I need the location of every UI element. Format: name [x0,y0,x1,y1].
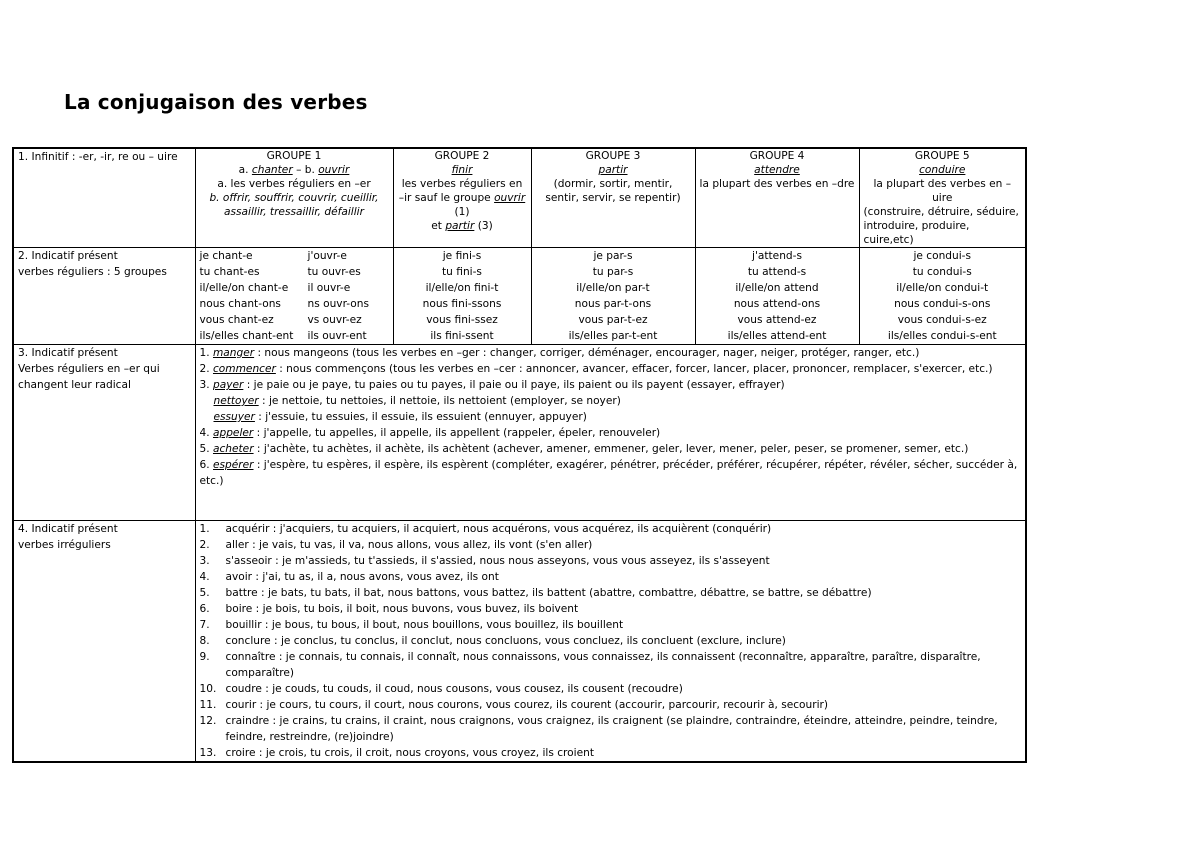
row-stem-changing [13,345,1026,521]
group4-header-cell: GROUPE 4 attendre la plupart des verbes en –dre [695,148,859,248]
group5-title: GROUPE 5 [914,150,970,162]
irregular-verb-item: 2. aller : je vais, tu vas, il va, nous allons, vous allez, ils vont (s'en aller) [199,539,593,551]
group2-header-cell: GROUPE 2 finir les verbes réguliers en –ir sauf le groupe ouvrir (1) et partir (3) [393,148,531,248]
group4-title: GROUPE 4 [749,150,805,162]
row-infinitif [13,148,1026,248]
stem-changing-list [195,345,1026,521]
row1-label: 1. Infinitif : -er, -ir, re ou – uire [13,148,195,248]
group1-header-cell: GROUPE 1 a. chanter – b. ouvrir a. les verbes réguliers en –er b. offrir, souffrir, couvrir, cueillir, assaillir, tressaillir, défaillir [195,148,393,248]
irregular-verb-item: 3. s'asseoir : je m'assieds, tu t'assieds, il s'assied, nous nous asseyons, vous vous asseyez, ils s'asseyent [199,555,770,567]
group1-conjugation: je chant-e j'ouvr-e tu chant-es tu ouvr-es il/elle/on chant-e il ouvr-e nous chant-ons ns ouvr-ons vous chant-ez vs ouvr-ez ils/elles chant-ent ils ouvr-ent [195,248,393,345]
verb-ouvrir: ouvrir [318,164,350,176]
irregular-verbs-list [195,521,1026,763]
verb-example: nettoyer [213,395,259,407]
stem-rule-item: 6. espérer : j'espère, tu espères, il espère, ils espèrent (compléter, exagérer, pénétrer, précéder, préférer, récupérer, répéter, révéler, sécher, succéder à, etc.) [199,459,1018,487]
verb-example: appeler [212,427,254,439]
stem-rule-item: 5. acheter : j'achète, tu achètes, il achète, ils achètent (achever, amener, emmener, geler, lever, mener, peler, peser, se promener, semer, etc.) [199,443,969,455]
row4-label: 4. Indicatif présent verbes irréguliers [13,521,195,763]
page-title: La conjugaison des verbes [64,90,368,114]
verb-finir: finir [451,164,473,176]
irregular-verb-item: 6. boire : je bois, tu bois, il boit, nous buvons, vous buvez, ils boivent [199,603,579,615]
stem-rule-item: 1. manger : nous mangeons (tous les verbes en –ger : changer, corriger, déménager, encourager, nager, neiger, protéger, ranger, etc.) [199,347,920,359]
row3-label: 3. Indicatif présent Verbes réguliers en –er qui changent leur radical [13,345,195,521]
irregular-verb-item: 13. croire : je crois, tu crois, il croit, nous croyons, vous croyez, ils croient [199,747,594,759]
irregular-verb-item: 12. craindre : je crains, tu crains, il craint, nous craignons, vous craignez, ils craignent (se plaindre, contraindre, éteindre, atteindre, peindre, teindre, feindre, restreindre, (re)joindre) [199,715,998,743]
verb-conduire: conduire [919,164,966,176]
stem-rule-item: 2. commencer : nous commençons (tous les verbes en –cer : annoncer, avancer, effacer, forcer, lancer, placer, prononcer, remplacer, s'exercer, etc.) [199,363,993,375]
group3-header-cell: GROUPE 3 partir (dormir, sortir, mentir, sentir, servir, se repentir) [531,148,695,248]
irregular-verb-item: 1. acquérir : j'acquiers, tu acquiers, il acquiert, nous acquérons, vous acquérez, ils acquièrent (conquérir) [199,523,772,535]
verb-example: acheter [212,443,254,455]
verb-chanter: chanter [251,164,293,176]
group5-header-cell: GROUPE 5 conduire la plupart des verbes en –uire (construire, détruire, séduire, introduire, produire, cuire,etc) [859,148,1026,248]
row2-label: 2. Indicatif présent verbes réguliers : 5 groupes [13,248,195,345]
row-present-regular [13,248,1026,345]
irregular-verb-item: 7. bouillir : je bous, tu bous, il bout, nous bouillons, vous bouillez, ils bouillent [199,619,624,631]
stem-rule-item: 3. payer : je paie ou je paye, tu paies ou tu payes, il paie ou il paye, ils paient ou ils payent (essayer, effrayer) [199,379,785,391]
irregular-verb-item: 8. conclure : je conclus, tu conclus, il conclut, nous concluons, vous concluez, ils concluent (exclure, inclure) [199,635,786,647]
stem-rule-item: nettoyer : je nettoie, tu nettoies, il nettoie, ils nettoient (employer, se noyer) [213,395,621,407]
group4-conjugation: j'attend-s tu attend-s il/elle/on attend nous attend-ons vous attend-ez ils/elles attend-ent [695,248,859,345]
verb-example: manger [212,347,255,359]
irregular-verb-item: 5. battre : je bats, tu bats, il bat, nous battons, vous battez, ils battent (abattre, combattre, débattre, se battre, se débattre) [199,587,872,599]
irregular-verb-item: 9. connaître : je connais, tu connais, il connaît, nous connaissons, vous connaissez, ils connaissent (reconnaître, apparaître, paraître, disparaître, comparaître) [199,651,981,679]
group3-title: GROUPE 3 [585,150,641,162]
group2-title: GROUPE 2 [434,150,490,162]
verb-example: espérer [212,459,254,471]
stem-rule-item: 4. appeler : j'appelle, tu appelles, il appelle, ils appellent (rappeler, épeler, renouveler) [199,427,661,439]
stem-rule-item: essuyer : j'essuie, tu essuies, il essuie, ils essuient (ennuyer, appuyer) [213,411,587,423]
group5-conjugation: je condui-s tu condui-s il/elle/on condui-t nous condui-s-ons vous condui-s-ez ils/elles condui-s-ent [859,248,1026,345]
irregular-verb-item: 10. coudre : je couds, tu couds, il coud, nous cousons, vous cousez, ils cousent (recoudre) [199,683,683,695]
irregular-verb-item: 11. courir : je cours, tu cours, il court, nous courons, vous courez, ils courent (accourir, parcourir, recourir à, secourir) [199,699,829,711]
group1-verbs: a. chanter – b. ouvrir [238,164,350,176]
group2-conjugation: je fini-s tu fini-s il/elle/on fini-t nous fini-ssons vous fini-ssez ils fini-ssent [393,248,531,345]
verb-example: commencer [212,363,276,375]
verb-example: payer [212,379,244,391]
conjugation-table [12,147,1027,763]
verb-example: essuyer [213,411,255,423]
verb-partir: partir [598,164,628,176]
verb-attendre: attendre [754,164,800,176]
irregular-verb-item: 4. avoir : j'ai, tu as, il a, nous avons, vous avez, ils ont [199,571,499,583]
group1-title: GROUPE 1 [266,150,322,162]
group3-conjugation: je par-s tu par-s il/elle/on par-t nous par-t-ons vous par-t-ez ils/elles par-t-ent [531,248,695,345]
row-irregular [13,521,1026,763]
